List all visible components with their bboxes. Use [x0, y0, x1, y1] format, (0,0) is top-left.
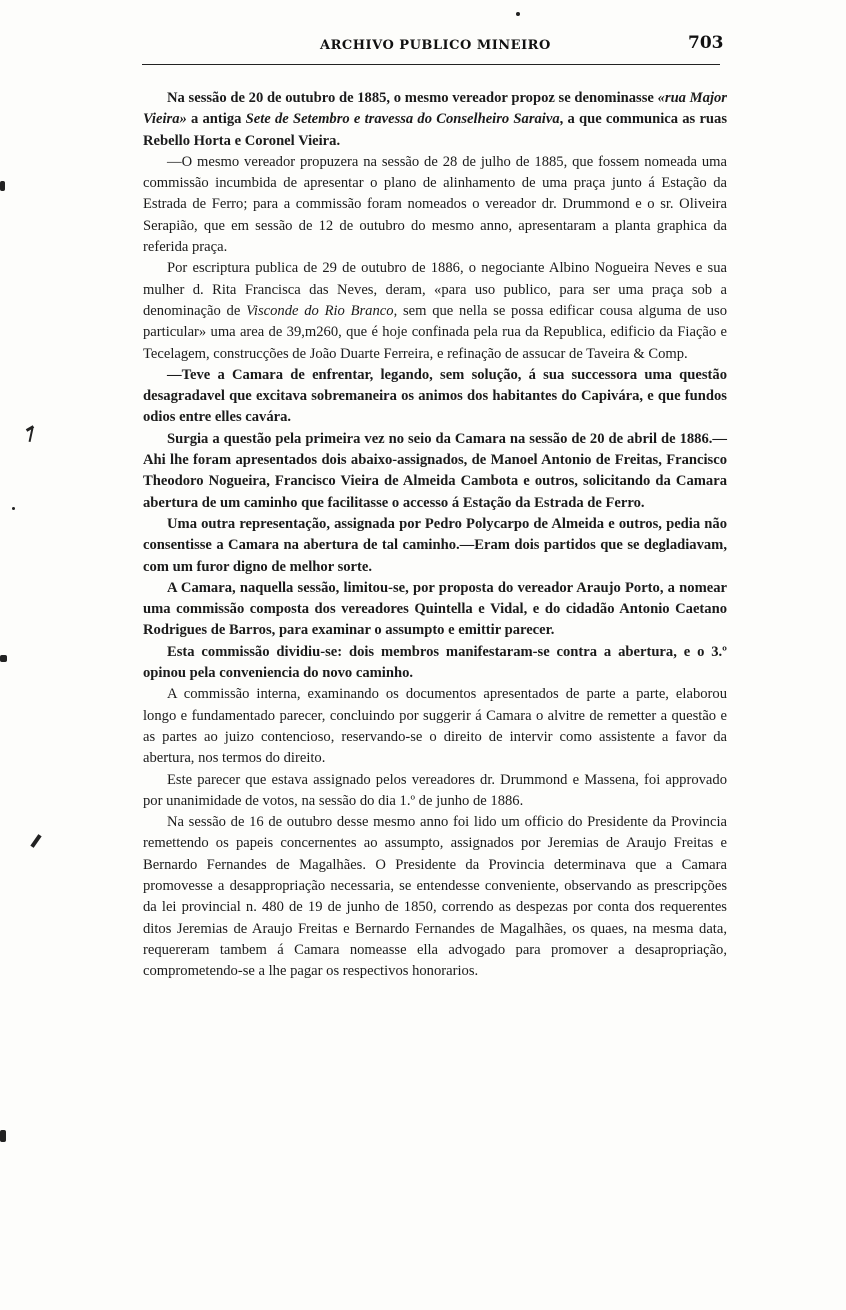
ink-speck: [516, 12, 520, 16]
margin-ink-mark: [0, 181, 5, 191]
running-title: ARCHIVO PUBLICO MINEIRO: [320, 38, 551, 53]
paragraph-9: A commissão interna, examinando os documentos apresentados de parte a parte, elaborou longo e fundamentado parecer, concluindo por suggerir á Camara o alvitre de remetter a questão e as partes ao juizo contencioso, reservando-se o direito de intervir como assistente a favor da abertura, nos termos do direito.: [143, 686, 727, 767]
paragraph-8: Esta commissão dividiu-se: dois membros manifestaram-se contra a abertura, e o 3.º opinou pela conveniencia do novo caminho.: [143, 643, 727, 682]
margin-ink-mark: [0, 1130, 6, 1142]
paragraph-5: Surgia a questão pela primeira vez no seio da Camara na sessão de 20 de abril de 1886.—Ahi lhe foram apresentados dois abaixo-assignados, de Manoel Antonio de Freitas, Francisco Theodoro Nogueira, Francisco Vieira de Almeida Cambota e outros, solicitando da Camara abertura de um caminho que facilitasse o accesso á Estação da Estrada de Ferro.: [143, 430, 727, 511]
italic-street-name: Sete de Setembro e travessa do Conselheiro Saraiva: [245, 111, 560, 128]
margin-ink-mark: [0, 655, 7, 662]
paragraph-3: [143, 258, 727, 364]
paragraph-4: —Teve a Camara de enfrentar, legando, sem solução, á sua successora uma questão desagradavel que excitava sobremaneira os animos dos habitantes do Capivára, e que fundos odios entre elles cavára.: [143, 366, 727, 426]
paragraph-10: Este parecer que estava assignado pelos vereadores dr. Drummond e Massena, foi approvado por unanimidade de votos, na sessão do dia 1.º de junho de 1886.: [143, 771, 727, 809]
paragraph-1: [143, 88, 727, 152]
paragraph-6: Uma outra representação, assignada por Pedro Polycarpo de Almeida e outros, pedia não consentisse a Camara na abertura de tal caminho.—Eram dois partidos que se degladiavam, com um furor digno de melhor sorte.: [143, 515, 727, 575]
body-text: [143, 88, 727, 982]
text-run: Por escriptura publica de 29 de outubro de 1886, o negociante Albino Nogueira Neves e sua mulher d. Rita Francisca das Neves, deram, «para uso publico, para ser uma praça sob a denominação de: [143, 260, 727, 319]
margin-ink-mark: [30, 834, 41, 848]
paragraph-2: —O mesmo vereador propuzera na sessão de 28 de julho de 1885, que fossem nomeada uma commissão incumbida de apresentar o plano de alinhamento de uma praça junto á Estação da Estrada de Ferro; para a commissão foram nomeados o vereador dr. Drummond e o sr. Oliveira Serapião, que em sessão de 12 de outubro do mesmo anno, apresentaram a planta graphica da referida praça.: [143, 153, 727, 256]
text-run: , sem que nella se possa edificar cousa alguma de uso particular» uma area de 39,m260, que é hoje confinada pela rua da Republica, edificio da Fiação e Tecelagem, construcções de João Duarte Ferreira, e refinação de assucar de Taveira & Comp.: [143, 302, 727, 362]
italic-street-name: «rua Major Vieira»: [143, 90, 727, 128]
header-rule: [142, 64, 720, 65]
text-run: Na sessão de 20 de outubro de 1885, o mesmo vereador propoz se denominasse: [167, 90, 658, 106]
paragraph-7: A Camara, naquella sessão, limitou-se, por proposta do vereador Araujo Porto, a nomear uma commissão composta dos vereadores Quintella e Vidal, e do cidadão Antonio Caetano Rodrigues de Barros, para examinar o assumpto e emittir parecer.: [143, 579, 727, 639]
text-run: a antiga: [186, 111, 246, 128]
page-number: 703: [688, 33, 724, 53]
italic-square-name: Visconde do Rio Branco: [246, 302, 394, 319]
margin-ink-mark: [12, 507, 15, 510]
paragraph-11: Na sessão de 16 de outubro desse mesmo anno foi lido um officio do Presidente da Provincia remettendo os papeis concernentes ao assumpto, assignados por Jeremias de Araujo Freitas e Bernardo Fernandes de Magalhães. O Presidente da Provincia determinava que a Camara promovesse a desappropriação necessaria, se entendesse conveniente, observando as prescripções da lei provincial n. 480 de 19 de junho de 1850, correndo as despezas por conta dos requerentes ditos Jeremias de Araujo Freitas e Bernardo Fernandes de Magalhães, os quaes, na mesma data, requereram tambem á Camara nomeasse ella advogado para promover a desapropriação, comprometendo-se a lhe pagar os respectivos honorarios.: [143, 814, 727, 980]
text-run: , a que communica as ruas Rebello Horta e Coronel Vieira.: [143, 111, 728, 149]
